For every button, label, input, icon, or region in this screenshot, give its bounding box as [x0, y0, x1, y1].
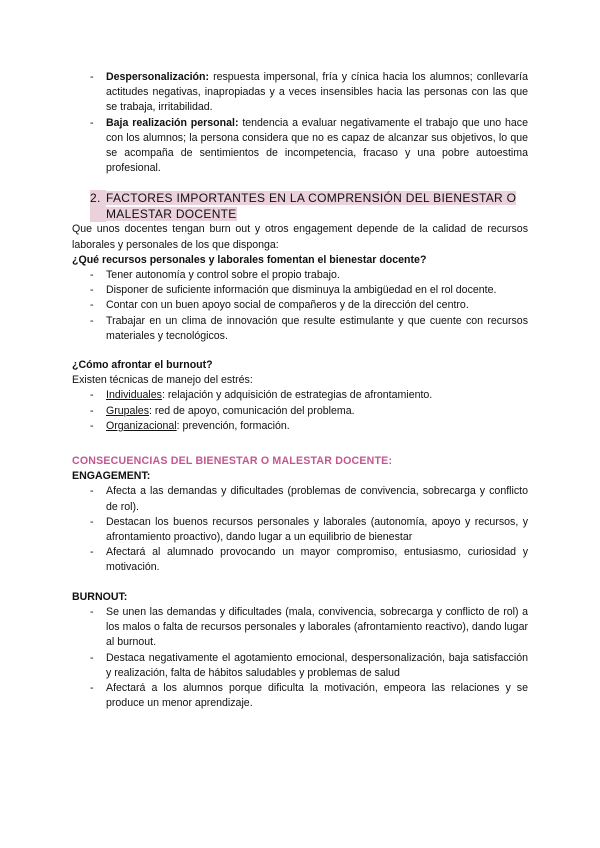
bullet-term: Baja realización personal:: [106, 116, 239, 129]
bullet-text: tendencia a evaluar negativamente el trabajo que uno hace con los alumnos; la persona considera que no es capaz de alcanzar sus objetivos, lo que se acompaña de sentimientos de incompetencia, fracaso y una pobre autoestima profesional.: [106, 116, 528, 175]
bullet-dash: -: [90, 404, 94, 417]
section-2-question: ¿Qué recursos personales y laborales fomentan el bienestar docente?: [72, 253, 427, 266]
burnout-question: ¿Cómo afrontar el burnout?: [72, 359, 213, 372]
bullet-dash: -: [90, 419, 94, 432]
section-2-intro: Que unos docentes tengan burn out y otros engagement depende de la calidad de recursos laborales y personales de los que disponga:: [72, 223, 528, 251]
engagement-label: ENGAGEMENT:: [72, 470, 151, 483]
section-number: 2.: [90, 190, 106, 222]
list-item: - Afecta a las demandas y dificultades (problemas de convivencia, sobrecarga y conflicto de rol).: [90, 485, 528, 513]
burnout-intro: Existen técnicas de manejo del estrés:: [72, 374, 253, 387]
document-page: [72, 70, 528, 711]
list-item: - Organizacional: prevención, formación.: [90, 419, 528, 434]
list-item: - Disponer de suficiente información que disminuya la ambigüedad en el rol docente.: [90, 283, 528, 298]
list-item: - Grupales: red de apoyo, comunicación del problema.: [90, 404, 528, 419]
list-item: - Destacan los buenos recursos personales y laborales (autonomía, apoyo y recursos, y afrontamiento proactivo), dando lugar a un equilibrio de bienestar: [90, 515, 528, 544]
bullet-text: respuesta impersonal, fría y cínica hacia los alumnos; conllevaría actitudes negativas, inapropiadas y a veces insensibles hacia las personas con las que se trabaja, irritabilidad.: [106, 71, 528, 114]
burnout-label: BURNOUT:: [72, 590, 128, 603]
bullet-baja-realizacion: [90, 116, 528, 177]
section-title-line1: FACTORES IMPORTANTES EN LA COMPRENSIÓN DEL BIENESTAR O: [106, 191, 517, 206]
list-item: - Afectará a los alumnos porque dificulta la motivación, empeora las relaciones y se produce un menor aprendizaje.: [90, 681, 528, 710]
list-item: - Individuales: relajación y adquisición de estrategias de afrontamiento.: [90, 388, 528, 403]
bullet-dash: -: [90, 605, 94, 618]
bullet-dash: -: [90, 389, 94, 402]
bullet-dash: -: [90, 284, 94, 297]
bullet-dash: -: [90, 515, 94, 528]
bullet-dash: -: [90, 299, 94, 312]
bullet-dash: -: [90, 651, 94, 664]
bullet-dash: -: [90, 116, 94, 129]
bullet-dash: -: [90, 485, 94, 498]
list-item: - Se unen las demandas y dificultades (mala, convivencia, sobrecarga y conflicto de rol) a los malos o falta de recursos personales y laborales (afrontamiento reactivo), dando lugar al burnout.: [90, 605, 528, 649]
bullet-dash: -: [90, 681, 94, 694]
bullet-dash: -: [90, 71, 94, 83]
bullet-dash: -: [90, 314, 94, 327]
list-item: - Trabajar en un clima de innovación que resulte estimulante y que cuente con recursos materiales y tecnológicos.: [90, 314, 528, 342]
list-item: - Destaca negativamente el agotamiento emocional, despersonalización, baja satisfacción y realización, falta de hábitos saludables y problemas de salud: [90, 651, 528, 679]
list-item: - Tener autonomía y control sobre el propio trabajo.: [90, 268, 528, 283]
list-item: - Afectará al alumnado provocando un mayor compromiso, entusiasmo, curiosidad y motivación.: [90, 546, 528, 574]
section-2-heading: [90, 190, 528, 222]
bullet-term: Despersonalización:: [106, 71, 210, 83]
bullet-despersonalizacion: [90, 70, 528, 116]
section-title-line2: MALESTAR DOCENTE: [106, 207, 237, 222]
consequences-heading: CONSECUENCIAS DEL BIENESTAR O MALESTAR DOCENTE:: [72, 455, 393, 468]
list-item: - Contar con un buen apoyo social de compañeros y de la dirección del centro.: [90, 298, 528, 313]
bullet-dash: -: [90, 546, 94, 559]
bullet-dash: -: [90, 269, 94, 282]
